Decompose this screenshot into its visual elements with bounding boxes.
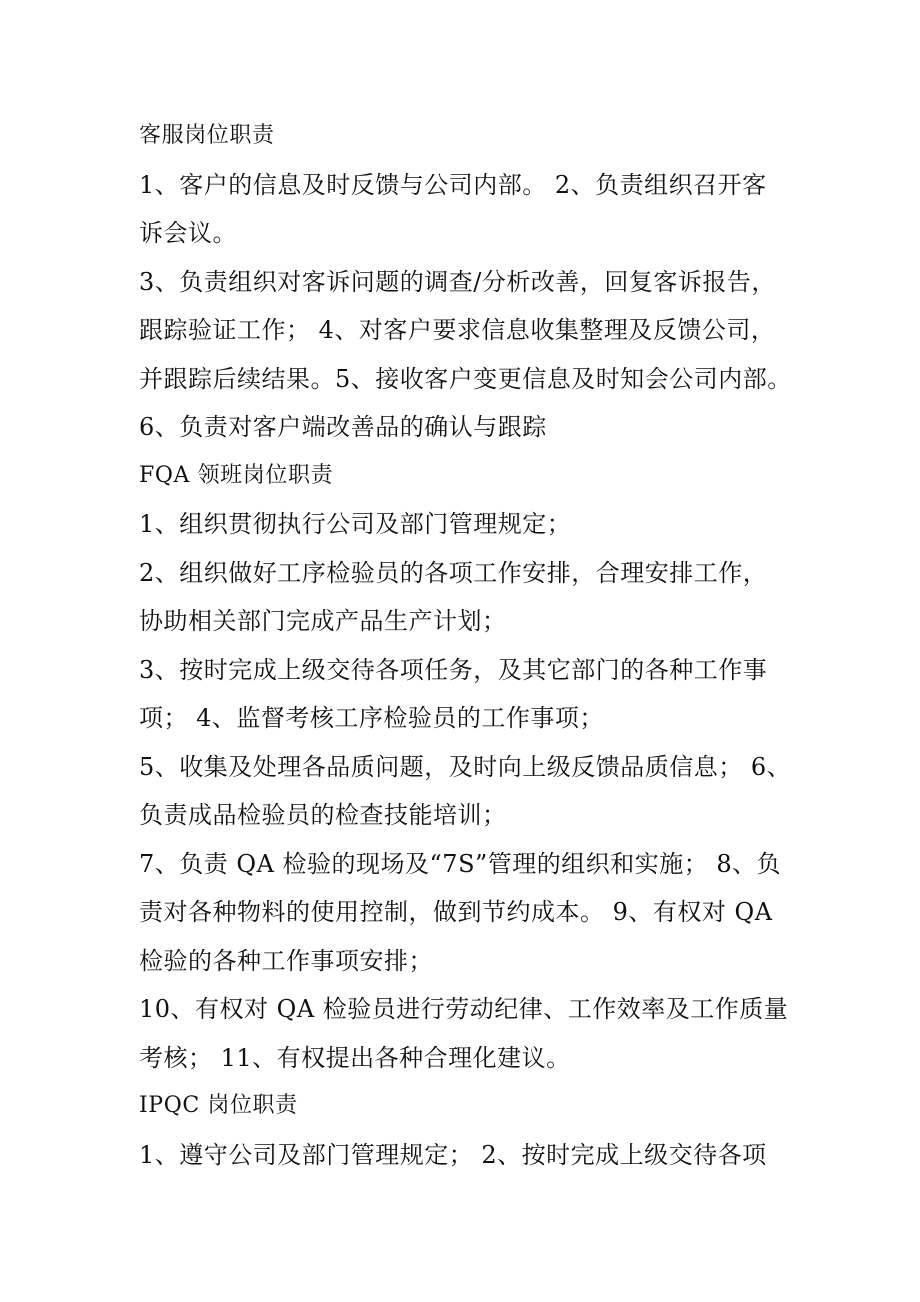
paragraph-line: 1、客户的信息及时反馈与公司内部。 2、负责组织召开客 [139, 170, 767, 199]
paragraph-line: 7、负责 QA 检验的现场及“7S”管理的组织和实施； 8、负 [139, 849, 782, 878]
paragraph-line: 项； 4、监督考核工序检验员的工作事项； [139, 704, 604, 732]
paragraph-line: 协助相关部门完成产品生产计划； [139, 607, 507, 635]
paragraph-line: 诉会议。 [139, 219, 237, 247]
paragraph-line: 并跟踪后续结果。5、接收客户变更信息及时知会公司内部。 [139, 364, 792, 393]
paragraph-line: 2、组织做好工序检验员的各项工作安排，合理安排工作， [139, 558, 768, 587]
paragraph-line: 考核； 11、有权提出各种合理化建议。 [139, 1043, 571, 1072]
document-page [139, 112, 792, 1179]
paragraph-line: 负责成品检验员的检查技能培训； [139, 801, 507, 829]
section-heading-ipqc: IPQC 岗位职责 [139, 1093, 298, 1118]
paragraph-line: 1、遵守公司及部门管理规定； 2、按时完成上级交待各项 [139, 1140, 767, 1169]
paragraph-line: 1、组织贯彻执行公司及部门管理规定； [139, 510, 572, 538]
paragraph-line: 10、有权对 QA 检验员进行劳动纪律、工作效率及工作质量 [139, 995, 789, 1023]
paragraph-line: 3、负责组织对客诉问题的调查/分析改善，回复客诉报告， [139, 267, 776, 296]
paragraph-line: 检验的各种工作事项安排； [139, 946, 433, 975]
section-heading-fqa-leader: FQA 领班岗位职责 [139, 462, 334, 488]
paragraph-line: 3、按时完成上级交待各项任务，及其它部门的各种工作事 [139, 655, 768, 684]
paragraph-line: 跟踪验证工作； 4、对客户要求信息收集整理及反馈公司， [139, 316, 776, 344]
paragraph-line: 6、负责对客户端改善品的确认与跟踪 [139, 413, 547, 441]
section-heading-customer-service: 客服岗位职责 [139, 123, 275, 148]
paragraph-line: 5、收集及处理各品质问题，及时向上级反馈品质信息； 6、 [139, 752, 792, 781]
paragraph-line: 责对各种物料的使用控制，做到节约成本。 9、有权对 QA [139, 898, 773, 926]
